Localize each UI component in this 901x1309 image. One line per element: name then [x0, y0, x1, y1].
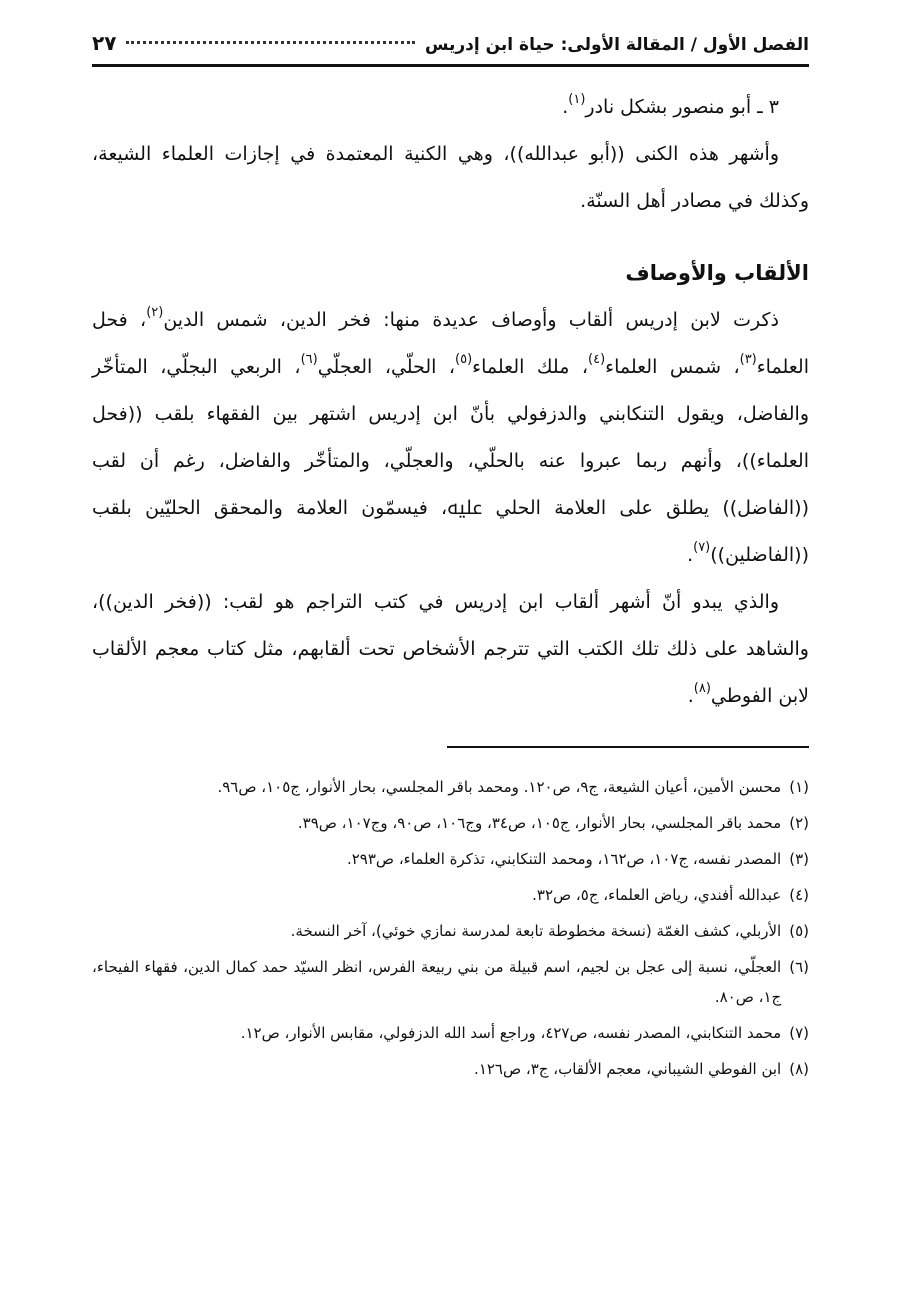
footnote-ref-5[interactable]: (٥)	[455, 352, 473, 367]
footnote-ref-2[interactable]: (٢)	[146, 305, 164, 320]
text-run: ذكرت لابن إدريس ألقاب وأوصاف عديدة منها: فخر الدين، شمس الدين	[163, 309, 779, 331]
item-text: ٣ ـ أبو منصور بشكل نادر	[585, 96, 779, 118]
text-run: ، الحلّي، العجلّي	[317, 356, 456, 378]
footnote-text: العجلّي، نسبة إلى عجل بن لجيم، اسم قبيلة من بني ربيعة الفرس، انظر السيّد حمد كمال الدين، فقهاء الفيحاء، ج١، ص٨٠.	[92, 958, 782, 1006]
running-head	[92, 28, 809, 60]
footnote-number: (١)	[789, 778, 809, 796]
list-item-3	[92, 84, 809, 131]
page-number: ٢٧	[92, 31, 117, 55]
main-text	[92, 84, 809, 720]
paragraph-titles	[92, 297, 809, 579]
footnote-text: الأربلي، كشف الغمّة (نسخة مخطوطة تابعة لمدرسة نمازي خوئي)، آخر النسخة.	[290, 922, 782, 940]
text-run: ، فحل العلماء	[92, 309, 809, 378]
leader-dots	[126, 41, 415, 44]
footnote-number: (٧)	[789, 1024, 809, 1042]
running-title: الفصل الأول / المقالة الأولى: حياة ابن إدريس	[424, 35, 809, 55]
text-run: ، الربعي البجلّي، المتأخّر والفاضل، ويقول التنكابني والدزفولي بأنّ ابن إدريس اشتهر بين الفقهاء بلقب ((فحل العلماء))، وأنهم ربما عبروا عنه بالحلّي، والعجلّي، والمتأخّر والفاضل، رغم أن لقب ((الفاضل)) يطلق على العلامة الحلي ﷷ، فيسمّون العلامة والمحقق الحليّين بلقب ((الفاضلين))	[92, 356, 809, 566]
footnote-number: (٣)	[789, 850, 809, 868]
footnote-number: (٥)	[789, 922, 809, 940]
footnote-text: محسن الأمين، أعيان الشيعة، ج٩، ص١٢٠. ومحمد باقر المجلسي، بحار الأنوار، ج١٠٥، ص٩٦.	[217, 778, 782, 796]
footnote-number: (٢)	[789, 814, 809, 832]
footnote-5	[92, 916, 809, 946]
paragraph-kunya: وأشهر هذه الكنى ((أبو عبدالله))، وهي الكنية المعتمدة في إجازات العلماء الشيعة، وكذلك في مصادر أهل السنّة.	[92, 143, 809, 212]
period: .	[687, 685, 694, 707]
footnote-ref-6[interactable]: (٦)	[300, 352, 318, 367]
footnote-number: (٦)	[789, 958, 809, 976]
text-run: ، ملك العلماء	[472, 356, 588, 378]
footnote-2	[92, 808, 809, 838]
paragraph-famous-title	[92, 579, 809, 720]
footnote-ref-1[interactable]: (١)	[568, 92, 586, 107]
footnote-7	[92, 1018, 809, 1048]
footnote-ref-7[interactable]: (٧)	[693, 540, 711, 555]
footnote-8	[92, 1054, 809, 1084]
footnote-ref-8[interactable]: (٨)	[693, 681, 711, 696]
footnote-6	[92, 952, 809, 1012]
footnote-text: ابن الفوطي الشيباني، معجم الألقاب، ج٣، ص١٢٦.	[474, 1060, 782, 1078]
text-run: والذي يبدو أنّ أشهر ألقاب ابن إدريس في كتب التراجم هو لقب: ((فخر الدين))، والشاهد على ذلك تلك الكتب التي تترجم الأشخاص تحت ألقابهم، مثل كتاب معجم الألقاب لابن الفوطي	[92, 591, 809, 707]
footnote-text: عبدالله أفندي، رياض العلماء، ج٥، ص٣٢.	[532, 886, 782, 904]
footnote-number: (٤)	[789, 886, 809, 904]
header-rule	[92, 64, 809, 67]
period: .	[562, 96, 569, 118]
footnote-1	[92, 772, 809, 802]
footnote-3	[92, 844, 809, 874]
footnote-4	[92, 880, 809, 910]
footnote-ref-4[interactable]: (٤)	[588, 352, 606, 367]
footnote-text: محمد باقر المجلسي، بحار الأنوار، ج١٠٥، ص٣٤، وج١٠٦، ص٩٠، وج١٠٧، ص٣٩.	[297, 814, 782, 832]
footnote-separator	[447, 746, 809, 748]
period: .	[687, 544, 694, 566]
footnote-text: محمد التنكابني، المصدر نفسه، ص٤٢٧، وراجع أسد الله الدزفولي، مقابس الأنوار، ص١٢.	[240, 1024, 782, 1042]
section-heading: الألقاب والأوصاف	[625, 261, 809, 285]
footnote-text: المصدر نفسه، ج١٠٧، ص١٦٢، ومحمد التنكابني، تذكرة العلماء، ص٢٩٣.	[346, 850, 782, 868]
footnotes	[92, 772, 809, 1090]
text-run: ، شمس العلماء	[605, 356, 740, 378]
footnote-number: (٨)	[789, 1060, 809, 1078]
footnote-ref-3[interactable]: (٣)	[739, 352, 757, 367]
